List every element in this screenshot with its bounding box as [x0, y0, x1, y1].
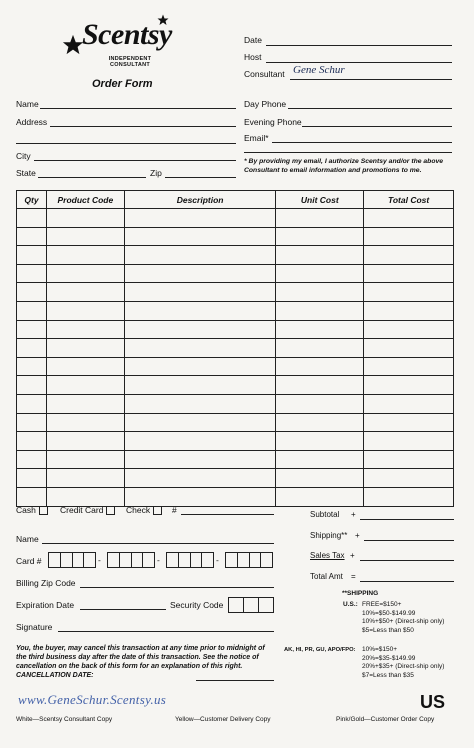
unit-cost-cell[interactable]: [276, 227, 364, 246]
brand-wordmark: Scentsy: [82, 18, 172, 51]
description-cell[interactable]: [124, 246, 276, 265]
shipping-other-rate: 20%=$35-$149.99: [362, 654, 416, 662]
evening-phone-field[interactable]: [302, 126, 452, 127]
product-code-cell[interactable]: [46, 227, 124, 246]
total-equals: =: [351, 572, 356, 581]
qty-cell[interactable]: [17, 469, 47, 488]
name-field[interactable]: [40, 108, 236, 109]
qty-header: Qty: [17, 191, 47, 209]
product-code-cell[interactable]: [46, 320, 124, 339]
table-row: [17, 227, 454, 246]
table-row: [17, 283, 454, 302]
product-code-cell[interactable]: [46, 450, 124, 469]
description-cell[interactable]: [124, 487, 276, 506]
shipping-other-rate: $7=Less than $35: [362, 671, 414, 679]
shipping-label: Shipping**: [310, 531, 348, 540]
product-code-header: Product Code: [46, 191, 124, 209]
total-cost-cell[interactable]: [364, 357, 454, 376]
description-cell[interactable]: [124, 376, 276, 395]
table-row: [17, 246, 454, 265]
subtotal-field[interactable]: [360, 519, 454, 520]
table-row: [17, 264, 454, 283]
description-cell[interactable]: [124, 450, 276, 469]
product-code-cell[interactable]: [46, 283, 124, 302]
qty-cell[interactable]: [17, 209, 47, 228]
qty-cell[interactable]: [17, 432, 47, 451]
table-row: [17, 301, 454, 320]
state-label: State: [16, 168, 36, 178]
product-code-cell[interactable]: [46, 301, 124, 320]
security-code-label: Security Code: [170, 600, 224, 610]
table-row: [17, 394, 454, 413]
signature-field[interactable]: [58, 631, 274, 632]
qty-cell[interactable]: [17, 301, 47, 320]
cash-label: Cash: [16, 505, 36, 515]
description-cell[interactable]: [124, 339, 276, 358]
qty-cell[interactable]: [17, 320, 47, 339]
qty-cell[interactable]: [17, 450, 47, 469]
shipping-plus: +: [355, 531, 360, 540]
country-code: US: [420, 692, 446, 712]
table-row: [17, 469, 454, 488]
footer-yellow-copy: Yellow—Customer Delivery Copy: [175, 716, 271, 723]
cash-option[interactable]: [16, 505, 48, 515]
expiration-label: Expiration Date: [16, 600, 75, 610]
unit-cost-cell[interactable]: [276, 394, 364, 413]
address-label: Address: [16, 117, 48, 127]
shipping-us-rate: $5=Less than $50: [362, 626, 414, 634]
sales-tax-field[interactable]: [360, 560, 454, 561]
table-row: [17, 320, 454, 339]
product-code-cell[interactable]: [46, 264, 124, 283]
description-cell[interactable]: [124, 301, 276, 320]
credit-card-option[interactable]: [60, 505, 115, 515]
security-code-field[interactable]: [228, 597, 274, 613]
star-icon: [62, 34, 84, 56]
credit-card-checkbox[interactable]: [106, 506, 115, 515]
consultant-value: Gene Schur: [293, 64, 345, 76]
page-title: Order Form: [92, 78, 153, 90]
qty-cell[interactable]: [17, 413, 47, 432]
footer-white-copy: White—Scentsy Consultant Copy: [16, 716, 113, 723]
signature-label: Signature: [16, 622, 53, 632]
consultant-label: Consultant: [244, 69, 285, 79]
product-code-cell[interactable]: [46, 487, 124, 506]
total-cost-cell[interactable]: [364, 264, 454, 283]
check-option[interactable]: [126, 505, 162, 515]
description-cell[interactable]: [124, 394, 276, 413]
total-cost-cell[interactable]: [364, 432, 454, 451]
shipping-us-rate: 10%=$50-$149.99: [362, 609, 416, 617]
product-code-cell[interactable]: [46, 432, 124, 451]
total-cost-cell[interactable]: [364, 246, 454, 265]
credit-card-label: Credit Card: [60, 505, 104, 515]
subtotal-plus: +: [351, 510, 356, 519]
product-code-cell[interactable]: [46, 246, 124, 265]
email-field[interactable]: [272, 142, 452, 143]
card-number-group-1[interactable]: [48, 552, 96, 568]
card-number-group-4[interactable]: [225, 552, 273, 568]
table-row: [17, 209, 454, 228]
card-dash: -: [157, 555, 160, 565]
evening-phone-label: Evening Phone: [244, 117, 302, 127]
logo-subtitle: [90, 56, 170, 68]
unit-cost-cell[interactable]: [276, 209, 364, 228]
date-label: Date: [244, 35, 262, 45]
total-cost-header: Total Cost: [364, 191, 454, 209]
day-phone-field[interactable]: [288, 108, 452, 109]
description-cell[interactable]: [124, 320, 276, 339]
shipping-other-rate: 10%=$150+: [362, 646, 398, 653]
description-header: Description: [124, 191, 276, 209]
subtotal-label: Subtotal: [310, 510, 340, 519]
shipping-us-rate: 10%+$50+ (Direct-ship only): [362, 618, 445, 625]
table-row: [17, 376, 454, 395]
shipping-field[interactable]: [364, 540, 454, 541]
check-label: Check: [126, 505, 151, 515]
cancellation-date-field[interactable]: [196, 680, 274, 681]
table-row: [17, 432, 454, 451]
card-number-label: Card #: [16, 556, 42, 566]
host-field[interactable]: [266, 62, 452, 63]
description-cell[interactable]: [124, 469, 276, 488]
consultant-field[interactable]: [290, 79, 452, 80]
address-field[interactable]: [50, 126, 236, 127]
card-dash: -: [216, 555, 219, 565]
shipping-other-rate: 20%+$35+ (Direct-ship only): [362, 663, 445, 670]
total-cost-cell[interactable]: [364, 450, 454, 469]
check-number-field[interactable]: [181, 514, 274, 515]
product-code-cell[interactable]: [46, 376, 124, 395]
shipping-other-label: AK, HI, PR, GU, APO/FPO:: [284, 647, 356, 653]
zip-label: Zip: [150, 168, 162, 178]
email-label: Email*: [244, 133, 269, 143]
sales-tax-label: Sales Tax: [310, 551, 345, 560]
description-cell[interactable]: [124, 413, 276, 432]
host-label: Host: [244, 52, 262, 62]
day-phone-label: Day Phone: [244, 99, 287, 109]
address-field-2[interactable]: [16, 143, 236, 144]
qty-cell[interactable]: [17, 376, 47, 395]
qty-cell[interactable]: [17, 264, 47, 283]
cancellation-notice: You, the buyer, may cancel this transaction at any time prior to midnight of the third business day after the date of this transaction. See the notice of cancellation on the back of this form for an explanation of this right. CANCELLATION DATE:: [16, 645, 265, 679]
qty-cell[interactable]: [17, 339, 47, 358]
total-cost-cell[interactable]: [364, 227, 454, 246]
total-cost-cell[interactable]: [364, 339, 454, 358]
product-code-cell[interactable]: [46, 209, 124, 228]
table-row: [17, 357, 454, 376]
card-number-group-2[interactable]: [107, 552, 155, 568]
table-row: [17, 450, 454, 469]
unit-cost-cell[interactable]: [276, 432, 364, 451]
unit-cost-cell[interactable]: [276, 450, 364, 469]
consultant-website-link[interactable]: www.GeneSchur.Scentsy.us: [18, 692, 167, 707]
zip-field[interactable]: [165, 177, 236, 178]
product-code-cell[interactable]: [46, 469, 124, 488]
unit-cost-cell[interactable]: [276, 339, 364, 358]
unit-cost-cell[interactable]: [276, 376, 364, 395]
unit-cost-cell[interactable]: [276, 283, 364, 302]
description-cell[interactable]: [124, 264, 276, 283]
description-cell[interactable]: [124, 209, 276, 228]
qty-cell[interactable]: [17, 357, 47, 376]
unit-cost-cell[interactable]: [276, 469, 364, 488]
qty-cell[interactable]: [17, 246, 47, 265]
product-code-cell[interactable]: [46, 413, 124, 432]
billing-zip-field[interactable]: [80, 587, 274, 588]
description-cell[interactable]: [124, 432, 276, 451]
unit-cost-header: Unit Cost: [276, 191, 364, 209]
qty-cell[interactable]: [17, 394, 47, 413]
payment-name-field[interactable]: [42, 543, 274, 544]
unit-cost-cell[interactable]: [276, 246, 364, 265]
order-table-header: [17, 191, 454, 209]
billing-zip-label: Billing Zip Code: [16, 578, 76, 588]
qty-cell[interactable]: [17, 487, 47, 506]
total-cost-cell[interactable]: [364, 487, 454, 506]
qty-cell[interactable]: [17, 227, 47, 246]
payment-name-label: Name: [16, 534, 39, 544]
total-cost-cell[interactable]: [364, 376, 454, 395]
state-field[interactable]: [38, 177, 146, 178]
expiration-field[interactable]: [80, 609, 166, 610]
order-table: [16, 190, 454, 507]
description-cell[interactable]: [124, 357, 276, 376]
date-field[interactable]: [266, 45, 452, 46]
check-checkbox[interactable]: [153, 506, 162, 515]
description-cell[interactable]: [124, 227, 276, 246]
total-cost-cell[interactable]: [364, 413, 454, 432]
total-cost-cell[interactable]: [364, 320, 454, 339]
total-cost-cell[interactable]: [364, 301, 454, 320]
table-row: [17, 487, 454, 506]
unit-cost-cell[interactable]: [276, 264, 364, 283]
email-consent-note: * By providing my email, I authorize Scentsy and/or the above Consultant to email information and promotions to me.: [244, 158, 444, 174]
logo-subtitle-2: CONSULTANT: [109, 62, 151, 68]
total-cost-cell[interactable]: [364, 283, 454, 302]
logo-subtitle-1: INDEPENDENT: [108, 56, 152, 62]
city-field[interactable]: [34, 160, 236, 161]
product-code-cell[interactable]: [46, 357, 124, 376]
total-cost-cell[interactable]: [364, 209, 454, 228]
email-field-2[interactable]: [244, 152, 452, 153]
total-field[interactable]: [360, 581, 454, 582]
card-dash: -: [98, 555, 101, 565]
scentsy-logo: [62, 14, 182, 72]
product-code-cell[interactable]: [46, 394, 124, 413]
shipping-heading: **SHIPPING: [342, 590, 379, 597]
table-row: [17, 339, 454, 358]
description-cell[interactable]: [124, 283, 276, 302]
total-cost-cell[interactable]: [364, 394, 454, 413]
qty-cell[interactable]: [17, 283, 47, 302]
unit-cost-cell[interactable]: [276, 487, 364, 506]
city-label: City: [16, 151, 31, 161]
shipping-us-label: U.S.:: [343, 601, 358, 608]
total-label: Total Amt: [310, 572, 343, 581]
card-number-group-3[interactable]: [166, 552, 214, 568]
total-cost-cell[interactable]: [364, 469, 454, 488]
unit-cost-cell[interactable]: [276, 320, 364, 339]
cash-checkbox[interactable]: [39, 506, 48, 515]
shipping-us-rate: FREE=$150+: [362, 601, 402, 608]
check-number-label: #: [172, 505, 177, 515]
unit-cost-cell[interactable]: [276, 413, 364, 432]
unit-cost-cell[interactable]: [276, 301, 364, 320]
unit-cost-cell[interactable]: [276, 357, 364, 376]
shipping-other-rates: [362, 646, 444, 680]
shipping-us-rates: [362, 601, 444, 635]
table-row: [17, 413, 454, 432]
footer-pink-copy: Pink/Gold—Customer Order Copy: [336, 716, 435, 723]
product-code-cell[interactable]: [46, 339, 124, 358]
sales-tax-plus: +: [350, 551, 355, 560]
name-label: Name: [16, 99, 39, 109]
